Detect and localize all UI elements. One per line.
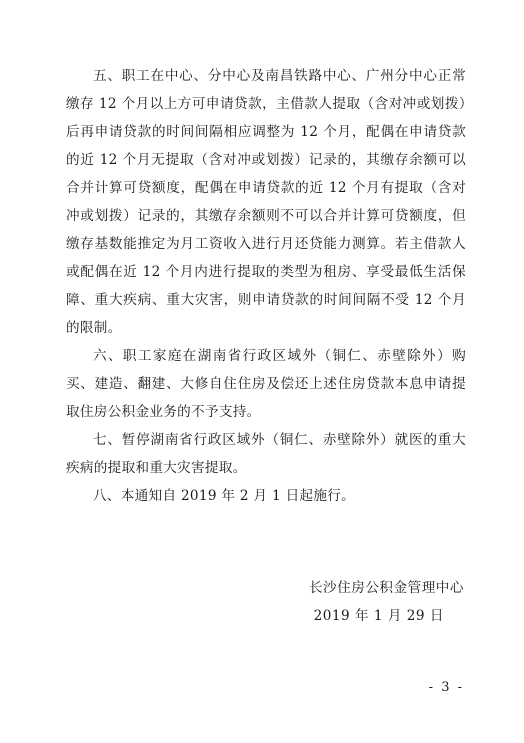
paragraph-item-5: 五、职工在中心、分中心及南昌铁路中心、广州分中心正常缴存 12 个月以上方可申请贷款，主借款人提取（含对冲或划拨）后再申请贷款的时间间隔相应调整为 12 个月，配偶在申请贷款的近 12 个月无提取（含对冲或划拨）记录的，其缴存余额可以合并计算可贷额度，配偶在申请贷款的近 12 个月有提取（含对冲或划拨）记录的，其缴存余额则不可以合并计算可贷额度，但缴存基数能推定为月工资收入进行月还贷能力测算。若主借款人或配偶在近 12 个月内进行提取的类型为租房、享受最低生活保障、重大疾病、重大灾害，则申请贷款的时间间隔不受 12 个月的限制。 bbox=[66, 68, 466, 336]
paragraph-item-8: 八、本通知自 2019 年 2 月 1 日起施行。 bbox=[93, 488, 356, 504]
issue-date: 2019 年 1 月 29 日 bbox=[313, 608, 444, 624]
issuing-organization: 长沙住房公积金管理中心 bbox=[308, 580, 464, 596]
paragraph-item-6: 六、职工家庭在湖南省行政区域外（铜仁、赤壁除外）购买、建造、翻建、大修自住住房及偿还上述住房贷款本息申请提取住房公积金业务的不予支持。 bbox=[66, 348, 466, 420]
document-body bbox=[66, 62, 466, 510]
signature-block bbox=[309, 574, 464, 630]
page-number: - 3 - bbox=[428, 680, 464, 695]
paragraph-item-7: 七、暂停湖南省行政区域外（铜仁、赤壁除外）就医的重大疾病的提取和重大灾害提取。 bbox=[66, 432, 466, 476]
